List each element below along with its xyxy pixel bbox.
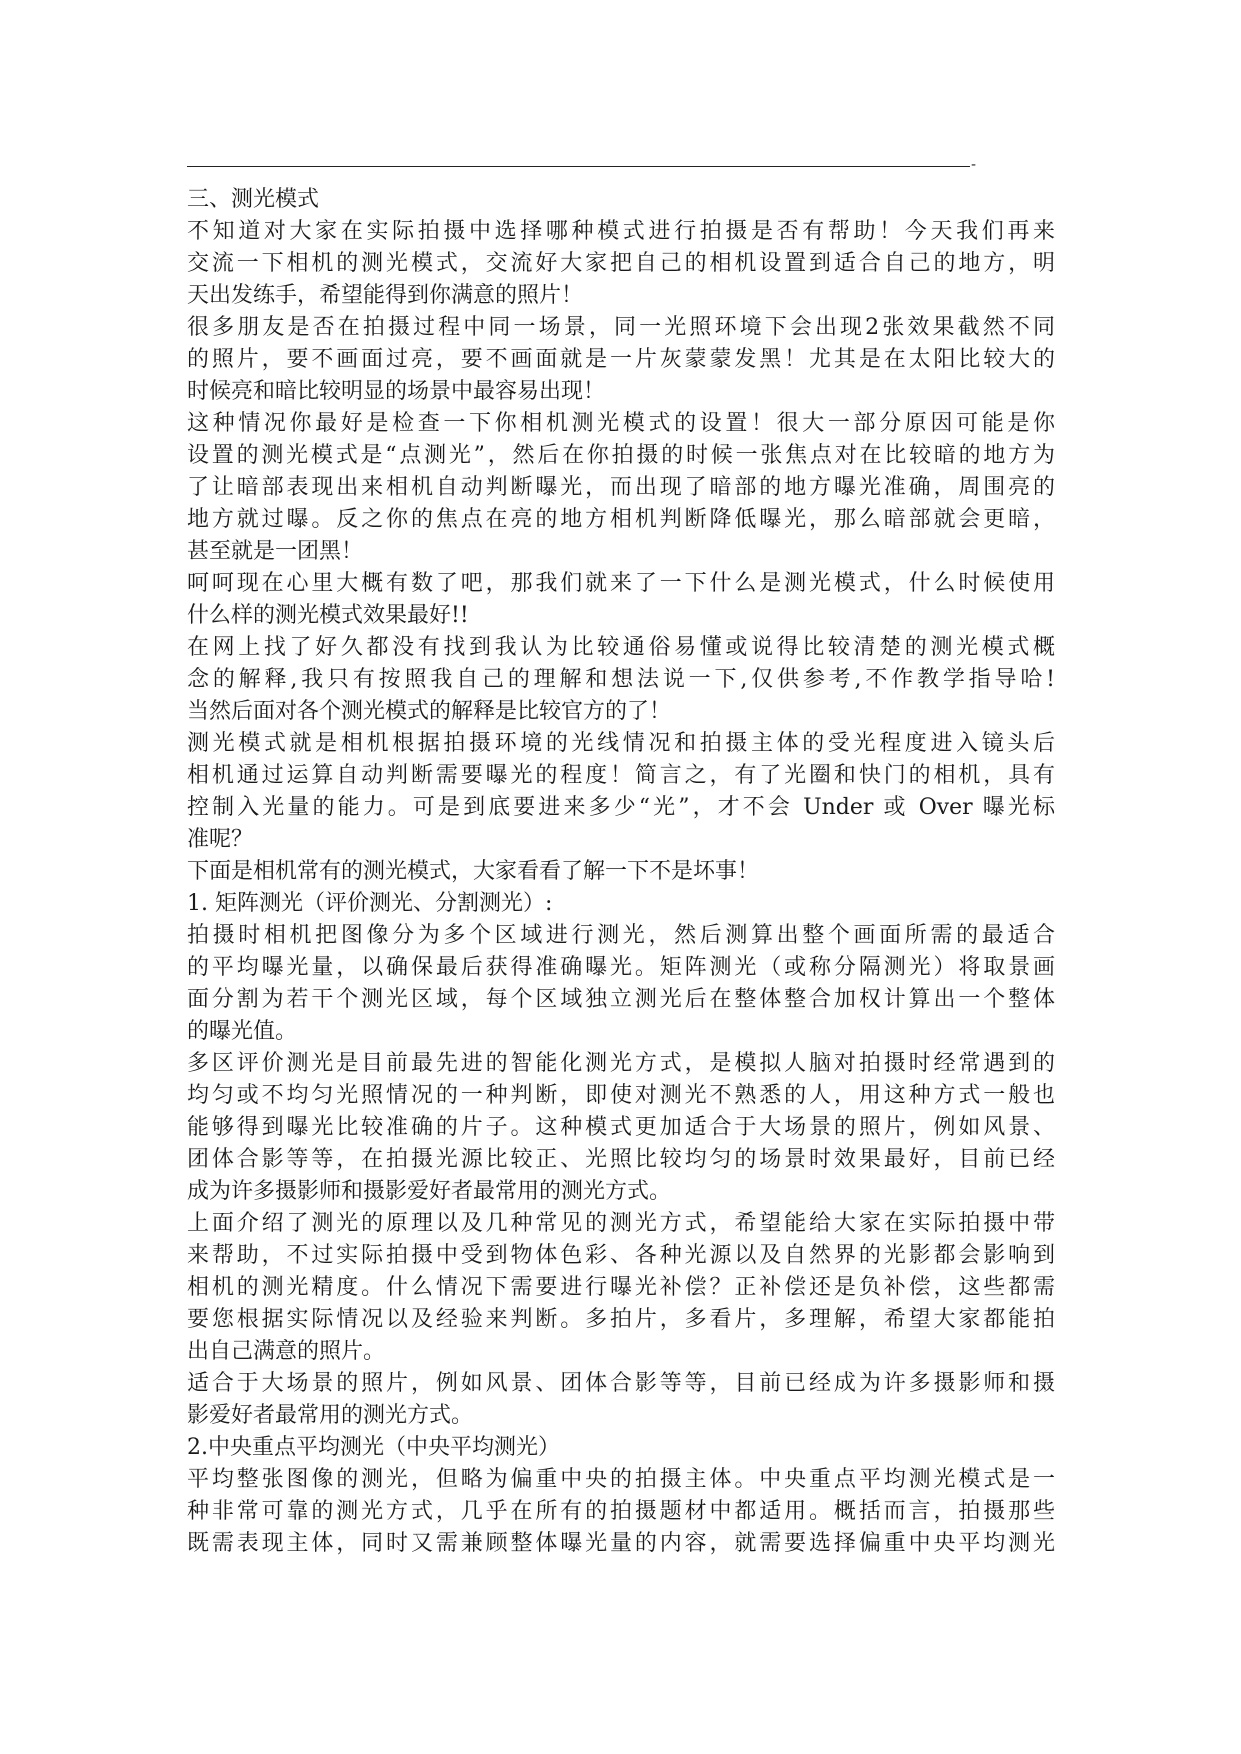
text-line: 1. 矩阵测光（评价测光、分割测光）:	[187, 891, 553, 916]
text-line: 当然后面对各个测光模式的解释是比较官方的了！	[187, 699, 672, 724]
text-line: 适合于大场景的照片，例如风景、团体合影等等，目前已经成为许多摄影师和摄	[187, 1371, 1055, 1396]
text-line: 了让暗部表现出来相机自动判断曝光，而出现了暗部的地方曝光准确，周围亮的	[187, 475, 1055, 500]
text-line: 来帮助，不过实际拍摄中受到物体色彩、各种光源以及自然界的光影都会影响到	[187, 1243, 1055, 1268]
text-line: 平均整张图像的测光，但略为偏重中央的拍摄主体。中央重点平均测光模式是一	[187, 1467, 1055, 1492]
text-line: 2.中央重点平均测光（中央平均测光）	[187, 1435, 560, 1460]
text-line: 在网上找了好久都没有找到我认为比较通俗易懂或说得比较清楚的测光模式概	[187, 635, 1055, 660]
text-line: 的曝光值。	[187, 1019, 298, 1044]
text-line: 三、测光模式	[187, 187, 320, 212]
header-mark: -	[971, 157, 977, 173]
text-line: 相机的测光精度。什么情况下需要进行曝光补偿？正补偿还是负补偿，这些都需	[187, 1275, 1055, 1300]
text-line: 测光模式就是相机根据拍摄环境的光线情况和拍摄主体的受光程度进入镜头后	[187, 731, 1055, 756]
text-line: 出自己满意的照片。	[187, 1339, 386, 1364]
text-line: 拍摄时相机把图像分为多个区域进行测光，然后测算出整个画面所需的最适合	[187, 923, 1055, 948]
text-line: 的照片，要不画面过亮，要不画面就是一片灰蒙蒙发黑！尤其是在太阳比较大的	[187, 347, 1055, 372]
text-line: 影爱好者最常用的测光方式。	[187, 1403, 474, 1428]
text-line: 要您根据实际情况以及经验来判断。多拍片，多看片，多理解，希望大家都能拍	[187, 1307, 1055, 1332]
text-line: 交流一下相机的测光模式，交流好大家把自己的相机设置到适合自己的地方，明	[187, 251, 1055, 276]
text-line: 准呢？	[187, 827, 254, 852]
text-line: 既需表现主体，同时又需兼顾整体曝光量的内容，就需要选择偏重中央平均测光	[187, 1531, 1055, 1556]
text-line: 地方就过曝。反之你的焦点在亮的地方相机判断降低曝光，那么暗部就会更暗，	[187, 507, 1055, 532]
text-line: 多区评价测光是目前最先进的智能化测光方式，是模拟人脑对拍摄时经常遇到的	[187, 1051, 1055, 1076]
text-line: 不知道对大家在实际拍摄中选择哪种模式进行拍摄是否有帮助！今天我们再来	[187, 219, 1055, 244]
document-body	[187, 184, 1055, 1560]
text-line: 时候亮和暗比较明显的场景中最容易出现！	[187, 379, 606, 404]
text-line: 面分割为若干个测光区域，每个区域独立测光后在整体整合加权计算出一个整体	[187, 987, 1055, 1012]
text-line: 天出发练手，希望能得到你满意的照片！	[187, 283, 584, 308]
text-line: 下面是相机常有的测光模式，大家看看了解一下不是坏事！	[187, 859, 760, 884]
text-line: 设置的测光模式是“点测光”，然后在你拍摄的时候一张焦点对在比较暗的地方为	[187, 443, 1055, 468]
header-rule	[187, 166, 970, 167]
text-line: 念的解释,我只有按照我自己的理解和想法说一下,仅供参考,不作教学指导哈!	[187, 667, 1055, 692]
text-line: 成为许多摄影师和摄影爱好者最常用的测光方式。	[187, 1179, 672, 1204]
text-line: 这种情况你最好是检查一下你相机测光模式的设置！很大一部分原因可能是你	[187, 411, 1055, 436]
text-line: 上面介绍了测光的原理以及几种常见的测光方式，希望能给大家在实际拍摄中带	[187, 1211, 1055, 1236]
text-line: 呵呵现在心里大概有数了吧，那我们就来了一下什么是测光模式，什么时候使用	[187, 571, 1055, 596]
text-line: 的平均曝光量，以确保最后获得准确曝光。矩阵测光（或称分隔测光）将取景画	[187, 955, 1055, 980]
text-line: 什么样的测光模式效果最好!!	[187, 603, 469, 628]
text-line: 相机通过运算自动判断需要曝光的程度！简言之，有了光圈和快门的相机，具有	[187, 763, 1055, 788]
text-line: 均匀或不均匀光照情况的一种判断，即使对测光不熟悉的人，用这种方式一般也	[187, 1083, 1055, 1108]
text-line: 能够得到曝光比较准确的片子。这种模式更加适合于大场景的照片，例如风景、	[187, 1115, 1055, 1140]
text-line: 团体合影等等，在拍摄光源比较正、光照比较均匀的场景时效果最好，目前已经	[187, 1147, 1055, 1172]
text-line: 很多朋友是否在拍摄过程中同一场景，同一光照环境下会出现2张效果截然不同	[187, 315, 1055, 340]
text-line: 种非常可靠的测光方式，几乎在所有的拍摄题材中都适用。概括而言，拍摄那些	[187, 1499, 1055, 1524]
text-line: 甚至就是一团黑！	[187, 539, 364, 564]
text-line: 控制入光量的能力。可是到底要进来多少“光”，才不会 Under 或 Over 曝光标	[187, 795, 1055, 820]
